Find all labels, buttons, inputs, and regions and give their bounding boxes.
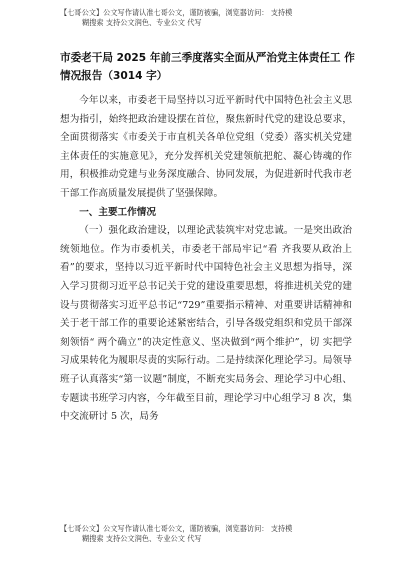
header-notice-line1: 【七哥公文】公文写作请认准七哥公文，谨防被骗，浏览器访问： 支持模 — [60, 8, 293, 17]
footer-notice-line2: 糊搜索 支持公文润色、专业公文 代写 — [82, 534, 202, 543]
section-paragraph: （一）强化政治建设，以理论武装筑牢对党忠诚。一是突出政治统领地位。作为市委机关，市委老干部局牢记“看 齐我要从政治上看”的要求，坚持以习近平新时代中国特色社会主义思想为指导，深入学习贯彻习近平总书记关于党的建设重要思想，将推进机关党的建设与贯彻落实习近平总书记“729”重要指示精神、对重要讲话精神和关于老干部工作的重要论述紧密结合，引导各级党组织和党员干部深刻领悟“ 两个确立”的决定性意义、坚决做到“两个维护”，切 实把学习成果转化为履职尽责的实际行动。二是持续深化理论学习。局领导班子认真落实“第一议题”制度，不断充实局务会、理论学习中心组、专题读书班学习内容，今年截至目前，理论学习中心组学习 8 次，集中交流研讨 5 次，局务 — [60, 225, 352, 423]
document-body — [60, 92, 352, 427]
footer-notice — [60, 524, 360, 544]
header-notice — [60, 8, 360, 28]
intro-paragraph: 今年以来，市委老干局坚持以习近平新时代中国特色社会主义思想为指引，始终把政治建设摆在首位，聚焦新时代党的建设总要求，全面贯彻落实《市委关于市直机关各单位党组（党委）落实机关党建主体责任的实施意见》，充分发挥机关党建领航把舵、凝心铸魂的作用，积极推动党建与业务深度融合、协同发展，为促进新时代我市老干部工作高质量发展提供了坚强保障。 — [60, 95, 352, 199]
header-notice-line2: 糊搜索 支持公文润色、专业公文 代写 — [82, 18, 202, 27]
document-title: 市委老干局 2025 年前三季度落实全面从严治党主体责任工 作情况报告（3014 字） — [60, 52, 355, 82]
section-heading: 一、主要工作情况 — [79, 206, 156, 218]
footer-notice-line1: 【七哥公文】公文写作请认准七哥公文，谨防被骗，浏览器访问： 支持模 — [60, 524, 293, 533]
